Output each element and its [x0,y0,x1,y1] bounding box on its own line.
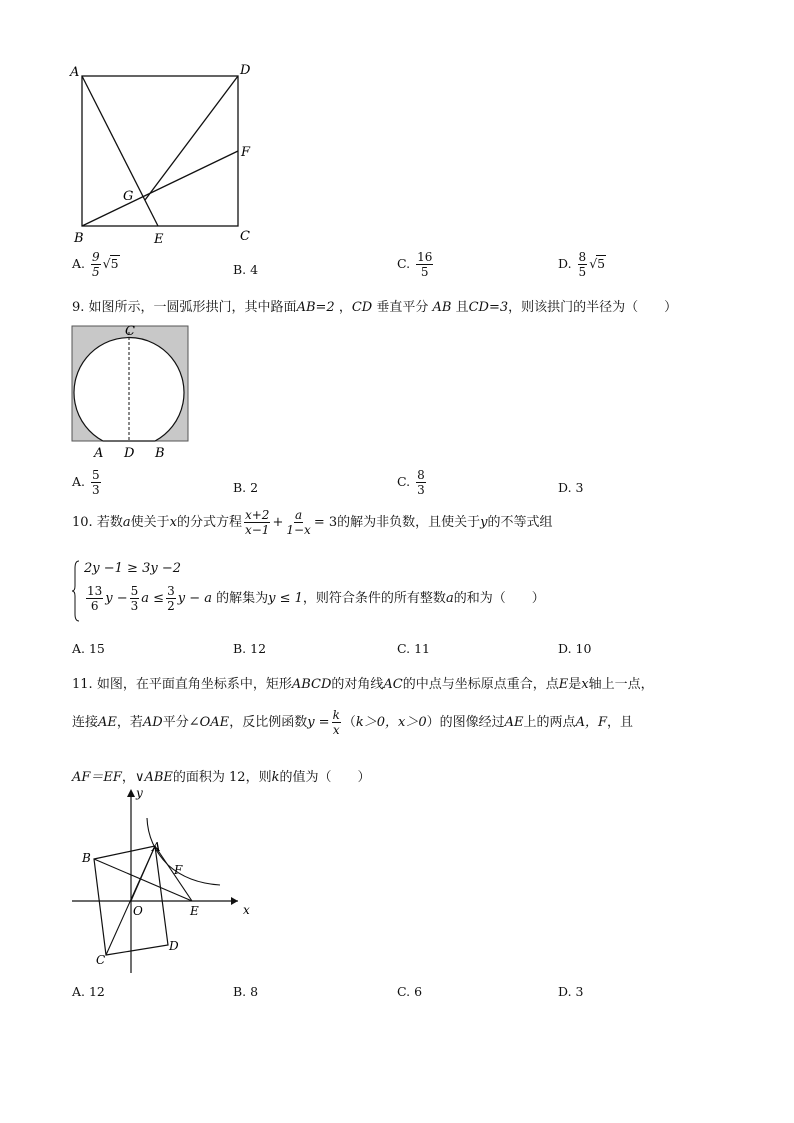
q11-figure [68,785,268,980]
q11-option-c[interactable]: C. 6 [397,984,423,999]
option-letter: B. [233,262,247,277]
fraction: $\frac{8}{3}$ [417,468,425,497]
q11-option-a[interactable]: A. 12 [72,984,105,999]
fraction: $\frac{3}{2}$ [167,584,175,613]
radicand: 5 [597,256,606,271]
option-value: 2 [250,480,259,495]
label-y: y [136,786,143,800]
label-o: O [133,904,143,918]
q11-option-d[interactable]: D. 3 [558,984,584,999]
label-c: C [125,324,135,339]
q11-option-b[interactable]: B. 8 [233,984,259,999]
label-b: B [74,231,84,246]
option-letter: A. [72,474,86,489]
q11-line-3: AF＝EF，∨ABE的面积为 12，则k的值为（ ） [72,770,371,785]
q10-stem: 10. 若数a使关于x的分式方程 $\frac{x+2}{x-1}$ + $\frac{a}{1-x}$ = 3的解为非负数，且使关于y的不等式组 [72,508,553,537]
fraction: $\frac{13}{6}$ [87,584,103,613]
line-bf [82,151,238,226]
line-ae [82,76,158,226]
label-g: G [123,189,134,204]
label-c: C [240,229,250,244]
label-x: x [243,903,250,917]
label-b: B [155,446,165,460]
radicand: 5 [110,256,119,271]
q10-option-d[interactable]: D. 10 [558,641,592,656]
q8-option-d[interactable]: D. $\frac{8}{5}$ √5 [558,250,606,279]
q9-figure [66,320,196,460]
fraction: $\frac{16}{5}$ [417,250,433,279]
q8-option-a[interactable]: A. $\frac{9}{5}$ √5 [72,250,119,279]
label-b: B [82,851,91,865]
q9-option-d[interactable] [558,480,584,495]
option-letter: B. [233,480,247,495]
label-f: F [174,863,183,877]
q10-option-c[interactable]: C. 11 [397,641,430,656]
q9-stem: 9. 如图所示，一圆弧形拱门，其中路面AB=2 ，CD 垂直平分 AB 且CD=3，则该拱门的半径为（ ） [72,300,678,315]
q10-option-b[interactable]: B. 12 [233,641,267,656]
option-letter: D. [558,256,572,271]
option-letter: D. [558,480,572,495]
q9-option-b[interactable] [233,480,258,495]
q8-option-b[interactable] [233,262,258,277]
fraction: $\frac{k}{x}$ [332,708,340,737]
fraction-2: $\frac{a}{1-x}$ [286,508,311,537]
label-d: D [124,446,135,460]
fraction: $\frac{8}{5}$ [578,250,587,279]
label-e: E [190,904,199,918]
x-arrow-icon [231,897,238,905]
option-letter: C. [397,256,411,271]
label-a: A [70,65,80,80]
label-e: E [154,232,164,247]
label-a: A [94,446,104,460]
fraction: $\frac{5}{3}$ [92,468,100,497]
q8-option-c[interactable] [397,250,435,279]
label-c: C [96,953,106,967]
q11-line-1: 11. 如图，在平面直角坐标系中，矩形ABCD的对角线AC的中点与坐标原点重合，点E是x轴上一点， [72,677,654,692]
fraction-1: $\frac{x+2}{x-1}$ [244,508,270,537]
fraction: $\frac{9}{5}$ [92,250,100,279]
q11-line-2: 连接AE，若AD平分∠OAE，反比例函数y = $\frac{k}{x}$ （k＞0，x＞0）的图像经过AE上的两点A，F，且 [72,708,633,737]
brace [72,560,78,622]
option-value: 3 [575,480,584,495]
y-arrow-icon [127,789,135,797]
option-letter: C. [397,474,411,489]
label-a: A [152,840,161,854]
option-letter: A. [72,256,86,271]
option-value: 4 [250,262,259,277]
inequality-1: 2y −1 ≥ 3y −2 [84,561,181,576]
q9-option-c[interactable] [397,468,428,497]
q8-figure [68,60,268,250]
label-d: D [240,63,251,78]
inequality-2: $\frac{13}{6}$ y − $\frac{5}{3}$ a ≤ $\frac{3}{2}$ y − a 的解集为y ≤ 1，则符合条件的所有整数a的和为（ ） [87,584,545,613]
label-f: F [241,145,251,160]
label-d: D [169,939,179,953]
q9-option-a[interactable] [72,468,103,497]
fraction: $\frac{5}{3}$ [130,584,139,613]
q10-option-a[interactable]: A. 15 [72,641,105,656]
line-dg [145,76,238,200]
